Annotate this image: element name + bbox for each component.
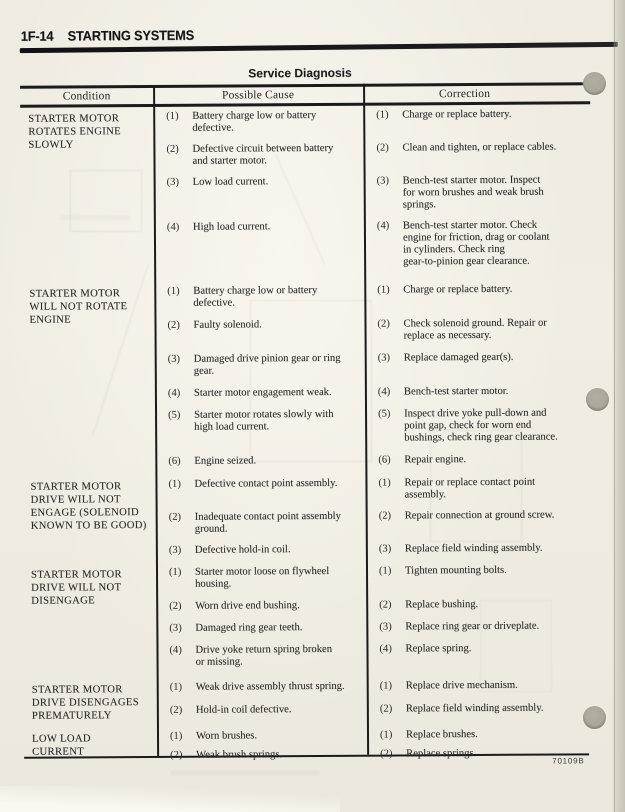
correction-item (364, 283, 591, 308)
cause-item (157, 704, 367, 717)
masthead (21, 28, 194, 44)
item-number: (3) (379, 621, 392, 633)
correction-item (367, 728, 594, 741)
item-number: (1) (167, 285, 180, 297)
table-header-row (20, 85, 590, 105)
correction-text: Charge or replace battery. (402, 108, 512, 121)
correction-text: Replace spring. (405, 643, 472, 655)
correction-text: Bench-test starter motor. Check engine for friction, drag or coolant in cylinders. Check ring gear-to-pinion gear clearance. (402, 219, 550, 268)
condition-cell: STARTER MOTOR DRIVE DISENGAGES PREMATURELY (31, 684, 139, 722)
item-number: (2) (169, 704, 183, 716)
cause-text: Worn brushes. (195, 730, 257, 742)
correction-item (366, 564, 593, 589)
item-number: (3) (166, 176, 180, 188)
table-row (154, 283, 591, 310)
item-number: (1) (379, 680, 393, 692)
correction-item (365, 385, 592, 398)
punch-hole (583, 706, 606, 729)
item-number: (2) (380, 748, 393, 760)
cause-text: Damaged ring gear teeth. (195, 622, 303, 634)
item-number: (1) (378, 477, 391, 489)
correction-text: Replace field winding assembly. (404, 542, 543, 555)
punch-hole (583, 72, 606, 95)
table-row (156, 620, 593, 635)
correction-text: Clean and tighten, or replace cables. (402, 141, 557, 154)
cause-text: Inadequate contact point assembly ground. (194, 510, 341, 535)
table-row (155, 476, 592, 503)
correction-item (366, 620, 593, 633)
page-code: 1F-14 (20, 28, 54, 44)
item-number: (2) (169, 600, 182, 612)
item-number: (3) (168, 544, 182, 556)
item-number: (3) (378, 543, 392, 555)
cause-item (154, 176, 364, 213)
item-number: (1) (166, 110, 179, 122)
item-number: (3) (376, 175, 390, 187)
table-row (154, 174, 591, 213)
cause-item (156, 511, 366, 536)
cause-text: Faulty solenoid. (193, 319, 262, 331)
cause-item (156, 566, 366, 591)
table-row (157, 679, 594, 694)
table-row (154, 219, 591, 270)
correction-item (366, 509, 593, 534)
table-row (156, 542, 593, 557)
correction-text: Replace springs. (406, 748, 477, 760)
correction-text: Repair connection at ground screw. (404, 509, 555, 522)
correction-item (367, 679, 594, 692)
table-row (156, 642, 593, 669)
correction-item (365, 407, 592, 444)
item-number: (2) (170, 749, 183, 761)
item-number: (1) (169, 681, 183, 693)
cause-text: Defective circuit between battery and starter motor. (192, 142, 334, 167)
item-number: (4) (169, 644, 182, 656)
item-number: (5) (168, 409, 181, 421)
item-number: (4) (167, 387, 181, 399)
cause-text: Low load current. (192, 176, 269, 188)
item-number: (2) (377, 318, 390, 330)
cause-item (155, 409, 365, 446)
cause-item (153, 143, 363, 168)
cause-text: Starter motor rotates slowly with high load current. (194, 408, 334, 433)
correction-text: Check solenoid ground. Repair or replace as necessary. (403, 317, 547, 342)
cause-item (157, 749, 367, 762)
table-row (156, 598, 593, 613)
table-row (153, 108, 590, 135)
cause-text: Starter motor loose on flywheel housing. (194, 565, 330, 590)
item-number: (2) (166, 143, 179, 155)
chapter-title: STARTING SYSTEMS (67, 27, 195, 44)
table-section (21, 283, 592, 478)
table-section (24, 679, 594, 728)
item-number: (3) (167, 353, 181, 365)
figure-number: 70109B (552, 756, 585, 766)
cause-text: Weak drive assembly thrust spring. (195, 680, 345, 693)
column-header-condition: Condition (62, 89, 111, 103)
table-row (157, 702, 594, 717)
table-section (22, 476, 593, 566)
condition-cell: STARTER MOTOR ROTATES ENGINE SLOWLY (28, 113, 121, 151)
table-section (24, 728, 594, 762)
cause-item (157, 730, 367, 743)
correction-text: Tighten mounting bolts. (404, 564, 507, 577)
table-section (23, 564, 594, 679)
correction-item (363, 141, 590, 166)
cause-item (155, 478, 365, 503)
cause-item (153, 110, 363, 135)
item-number: (6) (378, 454, 391, 466)
cause-text: Hold-in coil defective. (195, 704, 292, 716)
item-number: (4) (379, 643, 392, 655)
correction-text: Bench-test starter motor. Inspect for worn brushes and weak brush springs. (402, 174, 544, 211)
item-number: (3) (377, 352, 391, 364)
correction-text: Replace damaged gear(s). (403, 351, 514, 364)
item-number: (4) (166, 221, 180, 233)
item-number: (2) (379, 599, 392, 611)
correction-text: Replace brushes. (405, 728, 478, 741)
table-row (155, 407, 592, 446)
cause-text: Battery charge low or battery defective. (192, 109, 317, 134)
item-number: (4) (377, 386, 391, 398)
cause-text: Drive yoke return spring broken or missing. (195, 643, 333, 668)
table-row (154, 317, 591, 344)
condition-cell: STARTER MOTOR WILL NOT ROTATE ENGINE (29, 288, 128, 326)
column-header-correction: Correction (438, 87, 491, 100)
correction-item (366, 598, 593, 611)
correction-item (364, 317, 591, 342)
correction-text: Repair or replace contact point assembly. (404, 476, 536, 501)
cause-text: Battery charge low or battery defective. (193, 284, 318, 309)
item-number: (1) (379, 729, 393, 741)
cause-item (156, 544, 366, 557)
page-curl-highlight (0, 786, 340, 812)
correction-item (365, 476, 592, 501)
table-body (20, 104, 594, 762)
correction-text: Bench-test starter motor. (403, 385, 509, 398)
correction-text: Inspect drive yoke pull-down and point gap, check for worn end bushings, check ring gear clearance. (404, 407, 558, 444)
correction-text: Repair engine. (404, 454, 467, 466)
correction-item (363, 108, 590, 133)
table-row (155, 385, 592, 400)
item-number: (6) (168, 455, 181, 467)
table-row (155, 351, 592, 378)
correction-item (367, 702, 594, 715)
cause-item (157, 681, 367, 694)
scan-edge-shadow (612, 0, 625, 812)
condition-cell: LOW LOAD CURRENT (31, 733, 91, 758)
cause-item (154, 221, 364, 270)
cause-text: Engine seized. (194, 455, 257, 467)
correction-item (366, 542, 593, 555)
item-number: (1) (377, 284, 390, 296)
item-number: (1) (168, 566, 182, 578)
cause-item (155, 387, 365, 400)
cause-text: Weak brush springs. (196, 749, 283, 761)
cause-text: Starter motor engagement weak. (193, 386, 332, 399)
cause-item (154, 319, 364, 344)
condition-cell: STARTER MOTOR DRIVE WILL NOT DISENGAGE (30, 569, 122, 607)
item-number: (1) (376, 109, 389, 121)
cause-item (155, 353, 365, 378)
cause-item (154, 285, 364, 310)
correction-text: Charge or replace battery. (403, 283, 513, 296)
item-number: (2) (379, 703, 393, 715)
cause-item (156, 644, 366, 669)
table-row (153, 141, 590, 168)
item-number: (3) (169, 622, 182, 634)
correction-item (365, 351, 592, 376)
item-number: (1) (169, 730, 183, 742)
correction-text: Replace field winding assembly. (405, 702, 544, 715)
correction-text: Replace bushing. (405, 598, 479, 611)
cause-item (156, 600, 366, 613)
table-row (157, 747, 594, 762)
item-number: (1) (168, 478, 181, 490)
table-row (156, 509, 593, 536)
table-row (155, 453, 592, 468)
item-number: (4) (376, 220, 390, 232)
correction-text: Replace ring gear or driveplate. (405, 620, 540, 633)
correction-item (364, 219, 591, 268)
cause-item (156, 622, 366, 635)
correction-item (366, 642, 593, 667)
correction-item (365, 453, 592, 466)
punch-hole (586, 388, 609, 411)
cause-text: Damaged drive pinion gear or ring gear. (193, 352, 341, 377)
item-number: (2) (376, 142, 389, 154)
cause-item (155, 455, 365, 468)
table-row (156, 564, 593, 591)
item-number: (1) (378, 565, 392, 577)
table-section (20, 108, 591, 279)
item-number: (2) (167, 319, 180, 331)
cause-text: Defective hold-in coil. (194, 544, 291, 556)
item-number: (5) (378, 408, 391, 420)
table-title: Service Diagnosis (248, 65, 352, 81)
cause-text: High load current. (192, 221, 271, 233)
masthead-rule (20, 42, 618, 53)
table-row (157, 728, 594, 743)
cause-text: Defective contact point assembly. (194, 477, 338, 490)
condition-cell: STARTER MOTOR DRIVE WILL NOT ENGAGE (SOLENOID KNOWN TO BE GOOD) (30, 481, 147, 532)
item-number: (2) (168, 511, 182, 523)
item-number: (2) (378, 510, 392, 522)
column-header-possible-cause: Possible Cause (222, 88, 295, 102)
correction-item (364, 174, 591, 211)
service-diagnosis-table (20, 82, 594, 766)
correction-text: Replace drive mechanism. (405, 679, 518, 692)
cause-text: Worn drive end bushing. (195, 600, 300, 612)
